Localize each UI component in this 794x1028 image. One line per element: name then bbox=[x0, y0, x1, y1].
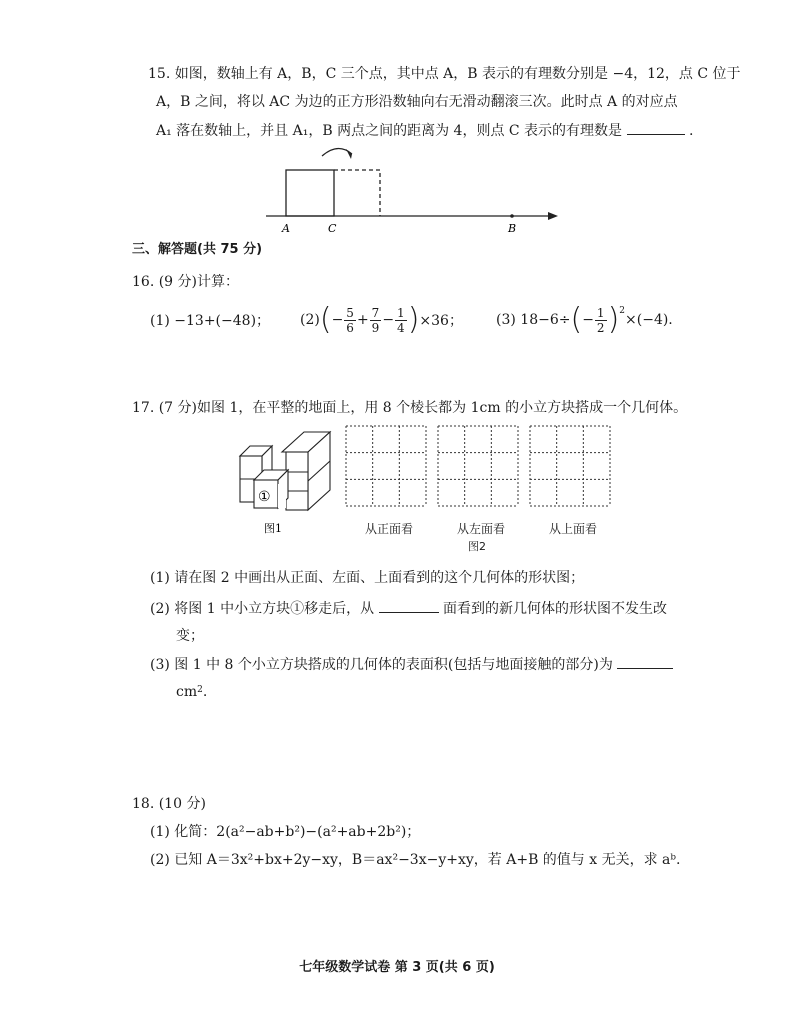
q16-p2-prefix: (2) bbox=[300, 312, 320, 328]
q16-part1 bbox=[150, 302, 270, 338]
q15-line3-end: . bbox=[688, 123, 694, 139]
q15-line2: A，B 之间，将以 AC 为边的正方形沿数轴向右无滑动翻滚三次。此时点 A 的对应点 bbox=[156, 94, 678, 110]
q17-part2 bbox=[150, 598, 667, 619]
q16-p1-text: (1) −13+(−48)； bbox=[150, 313, 271, 329]
q17-p2-text-b: 面看到的新几何体的形状图不发生改 bbox=[443, 601, 667, 617]
q15-answer-blank[interactable] bbox=[627, 120, 685, 135]
q16-p3-frac bbox=[595, 306, 607, 335]
grid-front[interactable] bbox=[346, 426, 426, 506]
q17-part1: (1) 请在图 2 中画出从正面、左面、上面看到的这个几何体的形状图； bbox=[150, 570, 585, 586]
frac1-den: 6 bbox=[346, 320, 354, 335]
label-c: C bbox=[328, 222, 337, 235]
q16-header: 16. (9 分)计算： bbox=[132, 274, 239, 290]
q17-unit-end: . bbox=[202, 684, 208, 700]
cube-mark-1: ① bbox=[258, 489, 271, 505]
roll-arrow-head bbox=[346, 149, 352, 159]
q17-p2-text-a: (2) 将图 1 中小立方块①移走后，从 bbox=[150, 601, 375, 617]
q16-p2-lparen: ( bbox=[319, 302, 332, 337]
grid-top-caption: 从上面看 bbox=[548, 522, 597, 536]
frac2-num: 7 bbox=[371, 305, 380, 320]
label-b: B bbox=[508, 222, 517, 235]
grid-front-caption: 从正面看 bbox=[364, 522, 413, 536]
q17-p3-text: (3) 图 1 中 8 个小立方块搭成的几何体的表面积(包括与地面接触的部分)为 bbox=[150, 657, 613, 673]
q15-line3-text: A₁ 落在数轴上，并且 A₁，B 两点之间的距离为 4，则点 C 表示的有理数是 bbox=[156, 123, 623, 139]
q16-p3-exponent: 2 bbox=[619, 306, 626, 316]
q18-part1: (1) 化简：2(a²−ab+b²)−(a²+ab+2b²)； bbox=[150, 824, 421, 840]
grid-left-caption: 从左面看 bbox=[456, 522, 505, 536]
q16-p2-rparen: ) bbox=[407, 302, 420, 337]
square-solid bbox=[286, 170, 334, 216]
q17-p2-answer-blank[interactable] bbox=[379, 598, 439, 613]
q17-header: 17. (7 分)如图 1，在平整的地面上，用 8 个棱长都为 1cm 的小立方块搭成一个几何体。 bbox=[132, 400, 688, 416]
point-b-dot bbox=[510, 214, 514, 218]
frac1-num: 5 bbox=[346, 305, 354, 320]
q16-p2-frac2 bbox=[370, 306, 382, 335]
grid-left[interactable] bbox=[438, 426, 518, 506]
q18-header: 18. (10 分) bbox=[132, 796, 206, 812]
number-line-arrow bbox=[548, 212, 558, 220]
fig1-label: 图1 bbox=[264, 522, 282, 535]
p3-frac-num: 1 bbox=[596, 305, 605, 320]
q16-p2-frac3 bbox=[395, 306, 407, 335]
q16-p3-lparen: ( bbox=[570, 302, 583, 337]
roll-arrow-curve bbox=[322, 148, 352, 156]
section-3-title: 三、解答题(共 75 分) bbox=[132, 242, 263, 257]
square-dashed bbox=[334, 170, 380, 216]
q16-p2-frac1 bbox=[344, 306, 356, 335]
q17-unit-exp: 2 bbox=[197, 685, 203, 695]
frac3-den: 4 bbox=[397, 320, 405, 335]
q18-part2: (2) 已知 A＝3x²+bx+2y−xy，B＝ax²−3x−y+xy，若 A+B 的值与 x 无关，求 aᵇ. bbox=[150, 852, 681, 868]
q16-p2-suffix: ×36； bbox=[419, 313, 463, 329]
q17-part3-unit bbox=[176, 682, 207, 702]
frac2-den: 9 bbox=[371, 320, 380, 335]
q17-part3 bbox=[150, 654, 673, 675]
q15-line3 bbox=[156, 120, 693, 141]
q15-number-line-figure bbox=[260, 140, 570, 240]
q17-figure1-cubes bbox=[232, 428, 332, 538]
cube-front-face bbox=[286, 452, 308, 510]
q16-part2 bbox=[300, 300, 463, 340]
page-footer: 七年级数学试卷 第 3 页(共 6 页) bbox=[299, 960, 495, 975]
q15-line1: 15. 如图，数轴上有 A，B，C 三个点，其中点 A，B 表示的有理数分别是 −4，12，点 C 位于 bbox=[148, 66, 741, 82]
q16-p2-minus2: − bbox=[382, 312, 395, 328]
label-a: A bbox=[282, 222, 290, 235]
fig2-label: 图2 bbox=[468, 540, 486, 553]
cube-gap bbox=[278, 484, 286, 508]
grid-top[interactable] bbox=[530, 426, 610, 506]
q16-p3-suffix: ×(−4). bbox=[625, 312, 673, 328]
p3-frac-den: 2 bbox=[596, 320, 605, 335]
q16-p2-minus: − bbox=[331, 312, 344, 328]
frac3-num: 1 bbox=[397, 305, 405, 320]
q16-p3-prefix: (3) 18−6÷ bbox=[496, 312, 571, 328]
q17-p3-answer-blank[interactable] bbox=[617, 654, 673, 669]
q16-p2-plus: + bbox=[356, 312, 369, 328]
q17-unit-cm: cm bbox=[176, 684, 198, 700]
q16-p3-minus: − bbox=[582, 312, 594, 328]
q16-part3 bbox=[496, 300, 673, 340]
q17-figure2-grids bbox=[342, 424, 632, 520]
q16-p3-rparen: ) bbox=[607, 302, 620, 337]
q17-part2-cont: 变； bbox=[176, 628, 204, 644]
